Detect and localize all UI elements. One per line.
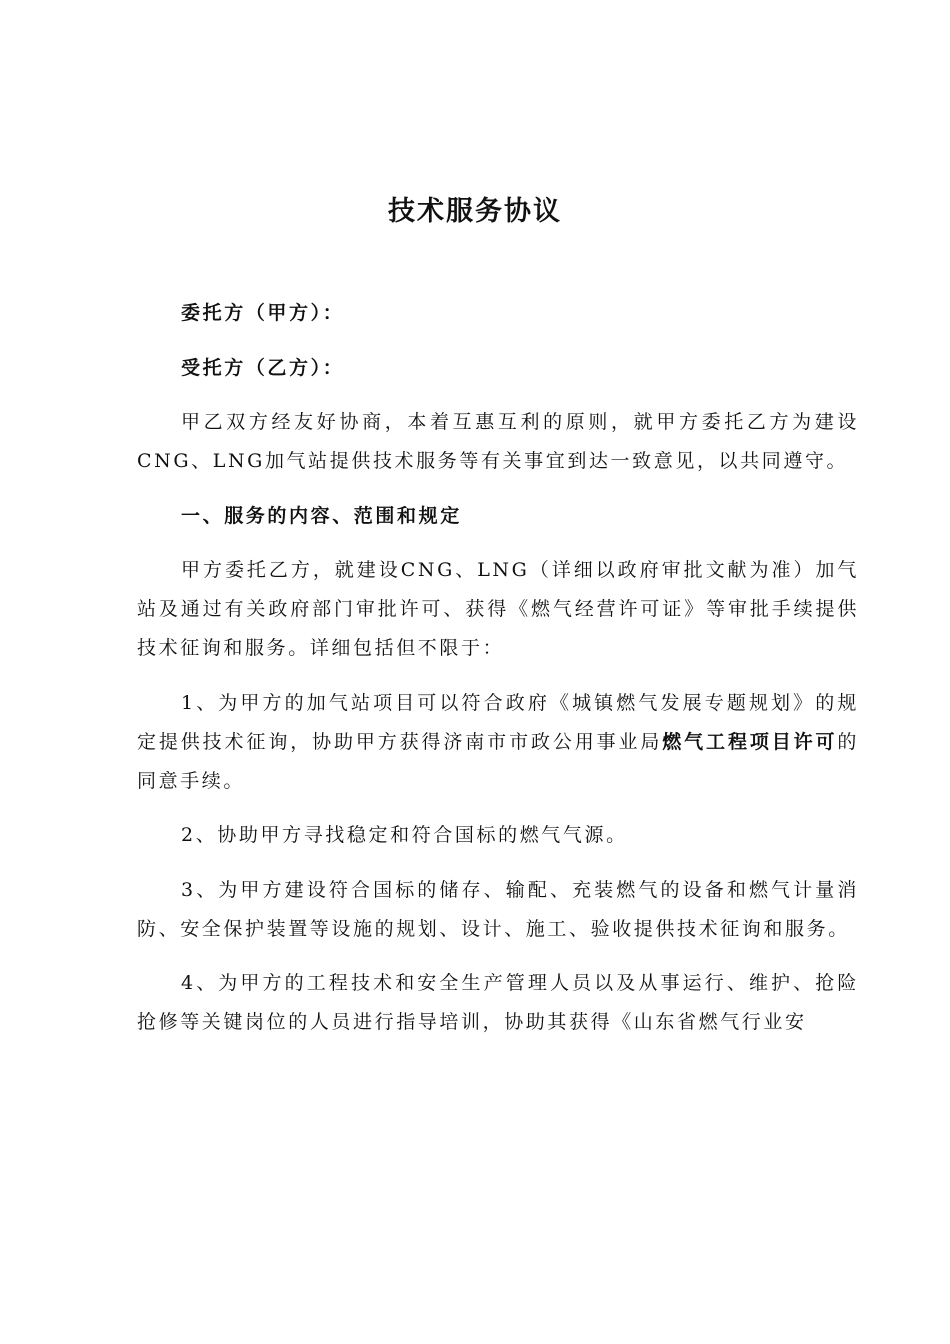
item-1-bold-text: 燃气工程项目许可 (662, 730, 838, 753)
item-2-paragraph: 2、协助甲方寻找稳定和符合国标的燃气气源。 (181, 824, 628, 846)
item-3-paragraph: 3、为甲方建设符合国标的储存、输配、充装燃气的设备和燃气计量消防、安全保护装置等设施的规划、设计、施工、验收提供技术征询和服务。 (137, 878, 859, 940)
item-1-paragraph (137, 684, 859, 801)
document-title: 技术服务协议 (388, 196, 562, 227)
section-1-heading: 一、服务的内容、范围和规定 (181, 504, 462, 527)
item-4-paragraph: 4、为甲方的工程技术和安全生产管理人员以及从事运行、维护、抢险抢修等关键岗位的人员进行指导培训，协助其获得《山东省燃气行业安 (137, 972, 859, 1033)
party-b-label: 受托方（乙方）： (181, 356, 345, 379)
document-body (137, 294, 859, 1058)
section-1-intro-paragraph: 甲方委托乙方，就建设CNG、LNG（详细以政府审批文献为准）加气站及通过有关政府部门审批许可、获得《燃气经营许可证》等审批手续提供技术征询和服务。详细包括但不限于： (137, 559, 859, 659)
item-1-text-end: 的同意手续。 (137, 730, 859, 792)
item-1-text-start: 1、为甲方的加气站项目可以符合政府《城镇燃气发展专题规划》的规定提供技术征询，协助甲方获得济南市市政公用事业局 (137, 691, 859, 753)
intro-paragraph: 甲乙双方经友好协商，本着互惠互利的原则，就甲方委托乙方为建设CNG、LNG加气站提供技术服务等有关事宜到达一致意见，以共同遵守。 (137, 411, 859, 472)
party-a-label: 委托方（甲方）： (181, 302, 345, 324)
